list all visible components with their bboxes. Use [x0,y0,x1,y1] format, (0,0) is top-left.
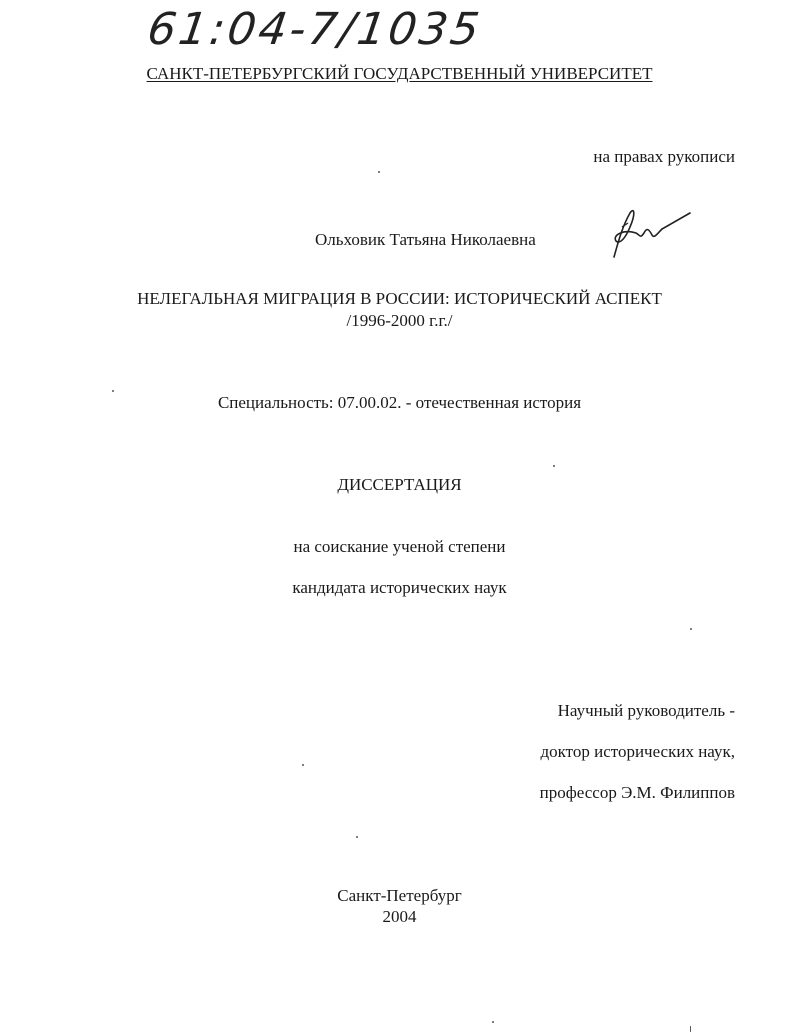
thesis-title-line2: /1996-2000 г.г./ [346,311,453,330]
city: Санкт-Петербург [337,886,462,905]
archive-number-handwritten: 61:04-7/1035 [144,4,486,55]
document-type: ДИССЕРТАЦИЯ [337,475,462,494]
degree-line2: кандидата исторических наук [292,578,507,597]
scan-speck [112,390,114,392]
author-name: Ольховик Татьяна Николаевна [315,230,536,249]
supervisor-title: Научный руководитель - [557,701,735,720]
supervisor-degree: доктор исторических наук, [540,742,735,761]
scan-speck [356,836,358,838]
supervisor-name: профессор Э.М. Филиппов [539,783,735,802]
scan-speck [378,171,380,173]
scan-speck [302,764,304,766]
year: 2004 [382,907,417,926]
scan-speck [553,465,555,467]
signature-icon [600,205,700,265]
scan-speck [690,628,692,630]
scan-speck [690,1026,691,1032]
scan-speck [492,1021,494,1023]
university-name: САНКТ-ПЕТЕРБУРГСКИЙ ГОСУДАРСТВЕННЫЙ УНИВЕРСИТЕТ [146,64,653,83]
degree-line1: на соискание ученой степени [293,537,506,556]
specialty: Специальность: 07.00.02. - отечественная история [217,393,582,412]
thesis-title-line1: НЕЛЕГАЛЬНАЯ МИГРАЦИЯ В РОССИИ: ИСТОРИЧЕСКИЙ АСПЕКТ [137,289,662,308]
manuscript-note: на правах рукописи [593,147,735,166]
